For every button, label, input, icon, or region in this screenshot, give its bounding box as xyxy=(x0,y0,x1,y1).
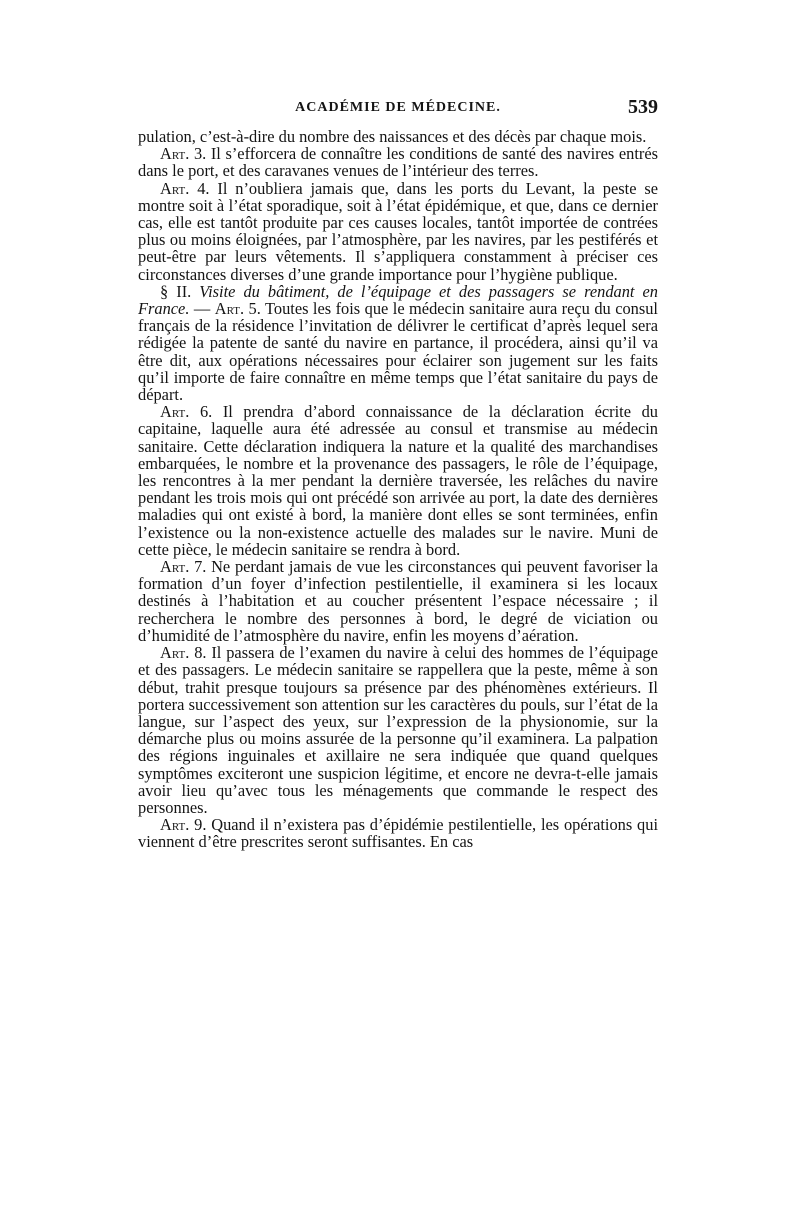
section-mark: § II. xyxy=(160,281,192,301)
paragraph-art-8 xyxy=(138,644,658,816)
page-number: 539 xyxy=(628,96,658,118)
paragraph-text: 4. Il n’oubliera jamais que, dans les ports du Levant, la peste se montre soit à l’état sporadique, soit à l’état épidémique, et que, dans ce dernier cas, elle est tantôt produite par ces causes locales, tantôt importée de contrées plus ou moins éloignées, par l’atmosphère, par les navires, par les pestiférés et peut-être par leurs vêtements. Il s’appliquera constamment à préciser ces circonstances diverses d’une grande importance pour l’hygiène publique. xyxy=(138,178,658,284)
paragraph-art-6 xyxy=(138,403,658,558)
paragraph-text: 6. Il prendra d’abord connaissance de la déclaration écrite du capitaine, laquelle aura été adressée au consul et transmise au médecin sanitaire. Cette déclaration indiquera la nature et la qualité des marchandises embarquées, le nombre et la provenance des passagers, le rôle de l’équipage, les rencontres à la mer pendant la dernière traversée, les relâches du navire pendant les trois mois qui ont précédé son arrivée au port, la date des dernières maladies qui ont existé à bord, la manière dont elles se sont terminées, enfin l’existence ou la non-existence actuelle des malades sur le navire. Muni de cette pièce, le médecin sanitaire se rendra à bord. xyxy=(138,402,658,559)
book-page xyxy=(138,96,658,851)
paragraph-text: 3. Il s’efforcera de connaître les conditions de santé des navires entrés dans le port, et des caravanes venues de l’intérieur des terres. xyxy=(138,144,658,181)
running-head xyxy=(138,96,658,122)
running-title: ACADÉMIE DE MÉDECINE. xyxy=(295,100,501,115)
paragraph-text: 9. Quand il n’existera pas d’épidémie pestilentielle, les opérations qui viennent d’être prescrites seront suffisantes. En cas xyxy=(138,815,658,852)
paragraph-art-7 xyxy=(138,558,658,644)
article-label: Art. xyxy=(160,402,190,422)
paragraph-text: 7. Ne perdant jamais de vue les circonstances qui peuvent favoriser la formation d’un foyer d’infection pestilentielle, il examinera si les locaux destinés à l’habitation et au coucher présentent l’espace nécessaire ; il recherchera le nombre des personnes à bord, le degré de viciation ou d’humidité de l’atmosphère du navire, enfin les moyens d’aération. xyxy=(138,557,658,645)
paragraph-art-4 xyxy=(138,180,658,283)
article-label: Art. xyxy=(214,299,245,319)
paragraph-text: pulation, c’est-à-dire du nombre des naissances et des décès par chaque mois. xyxy=(138,127,647,146)
paragraph-text: 8. Il passera de l’examen du navire à celui des hommes de l’équipage et des passagers. Le médecin sanitaire se rappellera que la peste, même à son début, trahit presque toujours sa présence par des phénomènes extérieurs. Il portera successivement son attention sur les caractères du pouls, sur l’état de la langue, sur l’aspect des yeux, sur l’expression de la physionomie, sur la démarche plus ou moins assurée de la personne qu’il examinera. La palpation des régions inguinales et axillaire ne sera indiquée que quand quelques symptômes exciteront une suspicion légitime, et encore ne devra-t-elle jamais avoir lieu qu’avec tous les ménagements que commande le respect des personnes. xyxy=(138,643,658,817)
section-dash: — xyxy=(189,299,215,319)
article-label: Art. xyxy=(160,178,190,198)
body-text xyxy=(138,128,658,851)
paragraph-art-3 xyxy=(138,145,658,179)
article-label: Art. xyxy=(160,815,190,835)
article-label: Art. xyxy=(160,557,190,577)
article-label: Art. xyxy=(160,643,190,663)
section-title: Visite du bâtiment, de l’équipage et des passagers se rendant en France. xyxy=(138,281,658,319)
paragraph-text: 5. Toutes les fois que le médecin sanitaire aura reçu du consul français de la résidence l’invitation de délivrer le certificat d’après lequel sera rédigée la patente de santé du navire en partance, il procédera, ainsi qu’il va être dit, aux opérations nécessaires pour éclairer son jugement sur les faits qu’il importe de faire connaître en même temps que l’état sanitaire du pays de départ. xyxy=(138,299,658,405)
paragraph-section-2-art-5 xyxy=(138,283,658,403)
article-label: Art. xyxy=(160,144,190,164)
paragraph-art-9 xyxy=(138,816,658,850)
paragraph-continuation xyxy=(138,128,658,145)
